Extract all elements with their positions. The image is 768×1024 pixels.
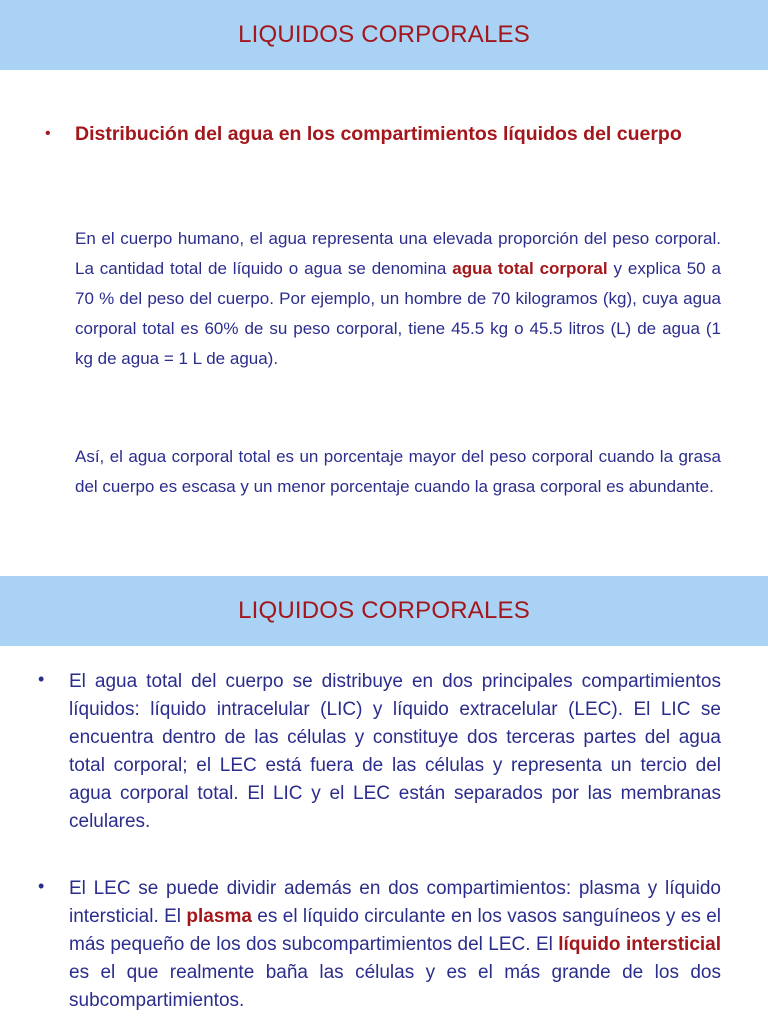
slide1-title-banner <box>0 0 768 70</box>
bullet2-part1: El LEC se puede dividir además en dos compartimientos: plasma y líquido intersticial. El <box>69 878 721 927</box>
slide2-content <box>0 646 768 1024</box>
slide1-heading: Distribución del agua en los compartimientos líquidos del cuerpo <box>75 123 682 145</box>
slide1-bullet: • <box>45 125 51 142</box>
slide2-title: LIQUIDOS CORPORALES <box>238 597 530 624</box>
bullet2-part3: es el que realmente baña las células y es el más grande de los dos subcompartimientos. <box>69 962 721 1011</box>
slide1-content <box>0 70 768 576</box>
slide1-paragraph2: Así, el agua corporal total es un porcentaje mayor del peso corporal cuando la grasa del cuerpo es escasa y un menor porcentaje cuando la grasa corporal es abundante. <box>75 447 721 496</box>
slide2-bullet1-text: El agua total del cuerpo se distribuye en dos principales compartimientos líquidos: líquido intracelular (LIC) y líquido extracelular (LEC). El LIC se encuentra dentro de las células y constituye dos terceras partes del agua total corporal; el LEC está fuera de las células y representa un tercio del agua corporal total. El LIC y el LEC están separados por las membranas celulares. <box>69 671 721 832</box>
paragraph1-text-after: y explica 50 a 70 % del peso del cuerpo. Por ejemplo, un hombre de 70 kilogramos (kg), cuya agua corporal total es 60% de su peso corporal, tiene 45.5 kg o 45.5 litros (L) de agua (1 kg de agua = 1 L de agua). <box>75 259 721 368</box>
slide2-title-banner <box>0 576 768 646</box>
agua-total-corporal-highlight: agua total corporal <box>452 259 608 278</box>
slide1-paragraph1 <box>75 224 721 374</box>
slide2-bullet-1: • <box>38 669 45 689</box>
plasma-highlight: plasma <box>186 906 252 927</box>
paragraph1-text-before: En el cuerpo humano, el agua representa una elevada proporción del peso corporal. La cantidad total de líquido o agua se denomina <box>75 229 721 278</box>
slide2-bullet2-text <box>69 875 721 1015</box>
liquido-intersticial-highlight: líquido intersticial <box>558 934 722 955</box>
bullet2-part2: es el líquido circulante en los vasos sanguíneos y es el más pequeño de los dos subcompartimientos del LEC. El <box>69 906 721 955</box>
slide1-title: LIQUIDOS CORPORALES <box>238 21 530 48</box>
slide2-bullet-2: • <box>38 876 45 896</box>
